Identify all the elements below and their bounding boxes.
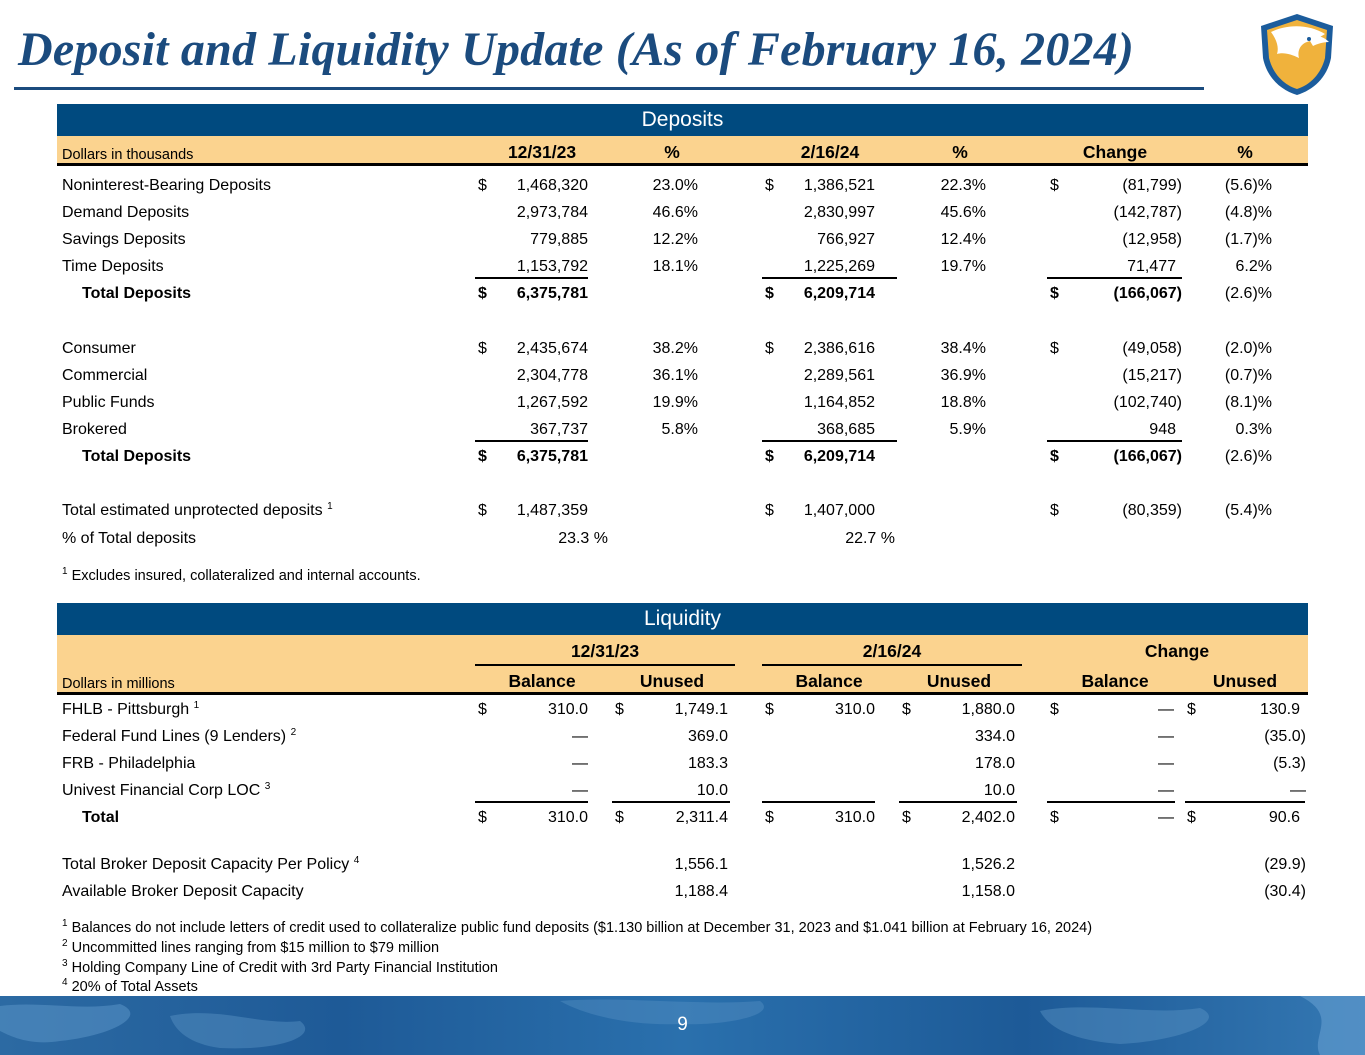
row-value-change: 71,477 [1127, 258, 1176, 275]
row-pct-change: (5.6)% [1224, 177, 1272, 194]
group-rule [475, 664, 735, 666]
liquidity-footnote: $^4$ 20% of Total Assets [62, 977, 198, 995]
row-unused-0216: 178.0 [974, 755, 1015, 772]
dollar-sign: $ [478, 285, 487, 302]
deposits-col-pct3: % [1237, 142, 1253, 162]
row-unused-0216: 334.0 [974, 728, 1015, 745]
row-label: Brokered [62, 421, 127, 438]
row-label: % of Total deposits [62, 530, 197, 547]
liquidity-group-1231: 12/31/23 [570, 641, 640, 661]
row-pct-change: (2.6)% [1224, 448, 1272, 465]
row-value-1231: 779,885 [530, 231, 588, 248]
deposits-col-0216: 2/16/24 [800, 142, 860, 162]
dollar-sign: $ [1187, 809, 1196, 826]
row-value-change: (166,067) [1113, 285, 1182, 302]
row-balance-0216: 310.0 [834, 701, 875, 718]
row-value-1231: 2,973,784 [516, 204, 588, 221]
row-pct-change: (5.4)% [1224, 502, 1272, 519]
row-unused-1231: 2,311.4 [675, 809, 728, 826]
row-value-change: (81,799) [1122, 177, 1182, 194]
row-value-change: (12,958) [1122, 231, 1182, 248]
liquidity-band: Liquidity [57, 603, 1308, 635]
dollar-sign: $ [1050, 285, 1059, 302]
row-balance-change: — [1158, 701, 1174, 718]
row-unused-1231: 1,749.1 [674, 701, 728, 718]
row-value-0216: 6,209,714 [803, 448, 875, 465]
row-value-change: (142,787) [1113, 204, 1182, 221]
row-label: Demand Deposits [62, 204, 190, 221]
row-label: Savings Deposits [62, 231, 186, 248]
row-pct-0216: 36.9% [940, 367, 986, 384]
row-balance-1231: — [572, 782, 588, 799]
underline [475, 801, 588, 803]
row-value-change: (15,217) [1122, 367, 1182, 384]
row-pct-change: (1.7)% [1224, 231, 1272, 248]
dollar-sign: $ [765, 448, 774, 465]
row-value-0216: 2,830,997 [803, 204, 875, 221]
underline [762, 440, 897, 442]
row-pct-1231: 46.6% [652, 204, 698, 221]
eagle-shield-logo [1257, 12, 1337, 96]
row-label: Federal Fund Lines (9 Lenders) $^2$ [62, 727, 297, 745]
deposits-col-1231: 12/31/23 [507, 142, 577, 162]
row-pct-change: (2.0)% [1224, 340, 1272, 357]
row-pct-change: (4.8)% [1224, 204, 1272, 221]
underline [762, 277, 897, 279]
row-unused-1231: 1,556.1 [674, 856, 728, 873]
row-label: Public Funds [62, 394, 155, 411]
underline [475, 277, 588, 279]
row-unused-change: (35.0) [1264, 728, 1306, 745]
row-label: Total Deposits [82, 448, 192, 465]
row-pct-change: (0.7)% [1224, 367, 1272, 384]
dollar-sign: $ [765, 502, 774, 519]
liquidity-col-balance-3: Balance [1081, 671, 1149, 691]
row-pct-0216: 19.7% [940, 258, 986, 275]
row-value-1231: 367,737 [530, 421, 588, 438]
row-unused-change: — [1290, 782, 1306, 799]
row-label: FHLB - Pittsburgh $^1$ [62, 700, 200, 718]
row-value-1231: 23.3 % [558, 530, 608, 547]
row-value-0216: 6,209,714 [803, 285, 875, 302]
liquidity-col-balance-1: Balance [508, 671, 576, 691]
row-unused-1231: 183.3 [687, 755, 728, 772]
underline [1047, 440, 1182, 442]
deposits-units-label: Dollars in thousands [62, 147, 194, 163]
liquidity-footnote: $^2$ Uncommitted lines ranging from $15 million to $79 million [62, 938, 440, 956]
row-pct-0216: 38.4% [940, 340, 986, 357]
liquidity-footnote: $^1$ Balances do not include letters of credit used to collateralize public fund deposits ($1.130 billion at December 31, 2023 and $1.041 billion at February 16, 2024) [62, 918, 1093, 936]
row-value-0216: 368,685 [817, 421, 875, 438]
dollar-sign: $ [902, 701, 911, 718]
deposits-band: Deposits [57, 104, 1308, 136]
row-pct-0216: 45.6% [940, 204, 986, 221]
row-balance-change: — [1158, 782, 1174, 799]
row-unused-1231: 369.0 [687, 728, 728, 745]
row-value-change: (49,058) [1122, 340, 1182, 357]
underline [762, 801, 875, 803]
row-pct-1231: 12.2% [652, 231, 698, 248]
row-unused-change: (30.4) [1264, 883, 1306, 900]
dollar-sign: $ [765, 701, 774, 718]
row-label: Univest Financial Corp LOC $^3$ [62, 781, 271, 799]
row-value-1231: 6,375,781 [516, 448, 588, 465]
row-label: Commercial [62, 367, 148, 384]
row-pct-0216: 18.8% [940, 394, 986, 411]
row-unused-0216: 1,880.0 [961, 701, 1015, 718]
row-value-0216: 1,407,000 [803, 502, 875, 519]
liquidity-col-unused-2: Unused [926, 671, 992, 691]
title-underline [14, 87, 1204, 90]
row-unused-change: (29.9) [1264, 856, 1306, 873]
row-balance-1231: — [572, 755, 588, 772]
row-label: Time Deposits [62, 258, 164, 275]
dollar-sign: $ [615, 809, 624, 826]
row-unused-0216: 2,402.0 [961, 809, 1015, 826]
dollar-sign: $ [1187, 701, 1196, 718]
row-label: Noninterest-Bearing Deposits [62, 177, 271, 194]
underline [899, 801, 1017, 803]
row-unused-1231: 1,188.4 [674, 883, 728, 900]
row-balance-change: — [1158, 809, 1174, 826]
row-value-1231: 1,267,592 [516, 394, 588, 411]
row-pct-1231: 23.0% [652, 177, 698, 194]
dollar-sign: $ [1050, 340, 1059, 357]
row-value-change: (102,740) [1113, 394, 1182, 411]
deposits-header-rule [57, 163, 1308, 166]
dollar-sign: $ [1050, 701, 1059, 718]
liquidity-group-change: Change [1144, 641, 1210, 661]
row-pct-1231: 5.8% [661, 421, 698, 438]
row-value-1231: 1,468,320 [516, 177, 588, 194]
row-unused-change: 90.6 [1268, 809, 1300, 826]
dollar-sign: $ [902, 809, 911, 826]
row-label: Total Broker Deposit Capacity Per Policy $^4$ [62, 855, 360, 873]
row-unused-0216: 1,158.0 [961, 883, 1015, 900]
dollar-sign: $ [478, 502, 487, 519]
liquidity-col-balance-2: Balance [795, 671, 863, 691]
dollar-sign: $ [1050, 448, 1059, 465]
row-pct-change: (8.1)% [1224, 394, 1272, 411]
deposits-col-change: Change [1082, 142, 1148, 162]
liquidity-col-unused-3: Unused [1212, 671, 1278, 691]
row-value-0216: 1,386,521 [803, 177, 875, 194]
row-pct-change: 6.2% [1235, 258, 1272, 275]
deposits-col-pct1: % [664, 142, 680, 162]
row-label: Total [82, 809, 120, 826]
liquidity-units-label: Dollars in millions [62, 676, 175, 692]
dollar-sign: $ [478, 701, 487, 718]
row-value-0216: 2,386,616 [803, 340, 875, 357]
row-pct-1231: 19.9% [652, 394, 698, 411]
row-value-change: (80,359) [1122, 502, 1182, 519]
deposits-footnote: $^1$ Excludes insured, collateralized and internal accounts. [62, 566, 421, 584]
liquidity-header-rule [57, 692, 1308, 695]
row-label: Available Broker Deposit Capacity [62, 883, 304, 900]
underline [475, 440, 588, 442]
row-value-1231: 1,153,792 [516, 258, 588, 275]
row-pct-change: (2.6)% [1224, 285, 1272, 302]
dollar-sign: $ [478, 340, 487, 357]
row-value-1231: 2,435,674 [516, 340, 588, 357]
row-unused-change: 130.9 [1259, 701, 1300, 718]
dollar-sign: $ [765, 177, 774, 194]
row-unused-change: (5.3) [1273, 755, 1306, 772]
group-rule [762, 664, 1022, 666]
row-value-change: 948 [1149, 421, 1176, 438]
row-value-1231: 6,375,781 [516, 285, 588, 302]
row-balance-change: — [1158, 728, 1174, 745]
row-balance-1231: — [572, 728, 588, 745]
row-value-1231: 1,487,359 [516, 502, 588, 519]
row-value-1231: 2,304,778 [516, 367, 588, 384]
row-balance-1231: 310.0 [547, 809, 588, 826]
row-value-change: (166,067) [1113, 448, 1182, 465]
row-value-0216: 1,225,269 [803, 258, 875, 275]
dollar-sign: $ [765, 285, 774, 302]
row-pct-1231: 18.1% [652, 258, 698, 275]
dollar-sign: $ [765, 340, 774, 357]
row-unused-0216: 10.0 [983, 782, 1015, 799]
row-label: Total Deposits [82, 285, 192, 302]
row-value-0216: 2,289,561 [803, 367, 875, 384]
dollar-sign: $ [1050, 502, 1059, 519]
page-number: 9 [677, 1014, 688, 1035]
row-balance-change: — [1158, 755, 1174, 772]
page-title: Deposit and Liquidity Update (As of February 16, 2024) [18, 23, 1135, 76]
row-value-0216: 22.7 % [845, 530, 895, 547]
underline [1185, 801, 1305, 803]
row-label: FRB - Philadelphia [62, 755, 196, 772]
row-pct-1231: 36.1% [652, 367, 698, 384]
row-pct-change: 0.3% [1235, 421, 1272, 438]
row-label: Total estimated unprotected deposits $^1$ [62, 501, 333, 519]
row-pct-0216: 5.9% [949, 421, 986, 438]
row-pct-0216: 22.3% [940, 177, 986, 194]
dollar-sign: $ [615, 701, 624, 718]
liquidity-col-unused-1: Unused [639, 671, 705, 691]
row-balance-0216: 310.0 [834, 809, 875, 826]
row-balance-1231: 310.0 [547, 701, 588, 718]
row-unused-1231: 10.0 [696, 782, 728, 799]
dollar-sign: $ [478, 448, 487, 465]
row-label: Consumer [62, 340, 136, 357]
row-value-0216: 1,164,852 [803, 394, 875, 411]
underline [1047, 801, 1175, 803]
dollar-sign: $ [765, 809, 774, 826]
underline [612, 801, 730, 803]
liquidity-footnote: $^3$ Holding Company Line of Credit with 3rd Party Financial Institution [62, 958, 498, 976]
dollar-sign: $ [478, 177, 487, 194]
liquidity-group-0216: 2/16/24 [862, 641, 922, 661]
deposits-col-pct2: % [952, 142, 968, 162]
dollar-sign: $ [1050, 809, 1059, 826]
row-pct-0216: 12.4% [940, 231, 986, 248]
row-unused-0216: 1,526.2 [961, 856, 1015, 873]
underline [1047, 277, 1182, 279]
row-value-0216: 766,927 [817, 231, 875, 248]
dollar-sign: $ [1050, 177, 1059, 194]
row-pct-1231: 38.2% [652, 340, 698, 357]
dollar-sign: $ [478, 809, 487, 826]
